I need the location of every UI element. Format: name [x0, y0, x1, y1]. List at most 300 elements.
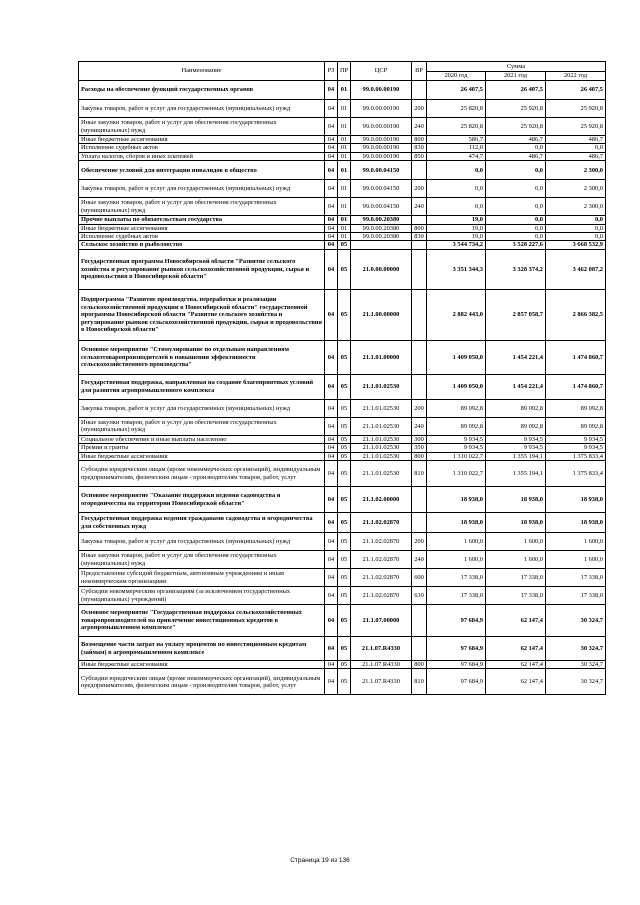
row-2022: 2 866 382,5 — [546, 289, 606, 340]
row-rz: 04 — [325, 435, 338, 443]
row-rz: 04 — [325, 180, 338, 198]
row-rz: 04 — [325, 144, 338, 152]
row-2022: 1 600,0 — [546, 533, 606, 551]
table-row — [79, 144, 606, 152]
table-row — [79, 487, 606, 513]
row-name: Иные бюджетные ассигнования — [79, 661, 325, 669]
header-year-3: 2022 год — [546, 72, 606, 81]
row-pr: 05 — [338, 637, 351, 661]
row-rz: 04 — [325, 452, 338, 460]
row-name: Уплата налогов, сборов и иных платежей — [79, 152, 325, 160]
row-pr: 01 — [338, 161, 351, 180]
row-pr: 01 — [338, 233, 351, 241]
row-vr — [412, 340, 427, 374]
row-rz: 04 — [325, 118, 338, 136]
row-name: Иные закупки товаров, работ и услуг для обеспечения государственных (муниципальных) нужд — [79, 198, 325, 216]
row-pr: 05 — [338, 661, 351, 669]
table-row — [79, 289, 606, 340]
header-year-1: 2020 год — [427, 72, 486, 81]
row-2020: 1 600,0 — [427, 533, 486, 551]
row-rz: 04 — [325, 136, 338, 144]
row-2021: 1 600,0 — [486, 551, 546, 569]
row-2022: 2 300,0 — [546, 180, 606, 198]
table-row — [79, 81, 606, 100]
row-vr: 200 — [412, 399, 427, 417]
row-rz: 04 — [325, 198, 338, 216]
row-csr: 21.1.01.02530 — [351, 444, 412, 452]
row-csr: 21.1.02.02870 — [351, 533, 412, 551]
row-vr — [412, 216, 427, 224]
row-pr: 01 — [338, 118, 351, 136]
row-2021: 17 338,0 — [486, 587, 546, 605]
row-2022: 30 324,7 — [546, 605, 606, 637]
row-pr: 01 — [338, 180, 351, 198]
row-vr — [412, 605, 427, 637]
row-2021: 25 920,8 — [486, 118, 546, 136]
row-csr: 99.0.00.00190 — [351, 81, 412, 100]
row-2022: 486,7 — [546, 152, 606, 160]
row-pr: 05 — [338, 435, 351, 443]
row-2020: 89 092,8 — [427, 417, 486, 435]
row-2020: 1 409 050,0 — [427, 374, 486, 399]
row-rz: 04 — [325, 249, 338, 289]
row-csr — [351, 241, 412, 249]
row-vr: 850 — [412, 152, 427, 160]
row-2022: 9 934,5 — [546, 435, 606, 443]
row-pr: 05 — [338, 533, 351, 551]
row-2021: 0,0 — [486, 161, 546, 180]
table-row — [79, 233, 606, 241]
row-2022: 26 407,5 — [546, 81, 606, 100]
row-2021: 0,0 — [486, 180, 546, 198]
row-2022: 0,0 — [546, 216, 606, 224]
row-2022: 1 375 833,4 — [546, 461, 606, 487]
table-row — [79, 152, 606, 160]
row-rz: 04 — [325, 487, 338, 513]
row-name: Основное мероприятие "Стимулирование по отдельным направлениям сельхозтоваропроизводителей в повышении эффективности сельскохозяйственного производства" — [79, 340, 325, 374]
row-csr: 21.1.07.R4330 — [351, 637, 412, 661]
header-rz: РЗ — [325, 62, 338, 81]
row-name: Закупка товаров, работ и услуг для государственных (муниципальных) нужд — [79, 180, 325, 198]
row-2022: 3 462 087,2 — [546, 249, 606, 289]
row-2022: 89 092,8 — [546, 417, 606, 435]
row-csr: 21.1.02.00000 — [351, 487, 412, 513]
row-2020: 9 934,5 — [427, 435, 486, 443]
row-vr: 350 — [412, 444, 427, 452]
row-csr: 99.0.00.00190 — [351, 136, 412, 144]
table-row — [79, 444, 606, 452]
row-2021: 18 938,0 — [486, 513, 546, 533]
table-row — [79, 661, 606, 669]
row-csr: 21.1.02.02870 — [351, 513, 412, 533]
table-row — [79, 100, 606, 118]
row-name: Сельское хозяйство и рыболовство — [79, 241, 325, 249]
row-2022: 3 668 532,9 — [546, 241, 606, 249]
row-vr — [412, 637, 427, 661]
table-row — [79, 180, 606, 198]
row-pr: 05 — [338, 289, 351, 340]
row-vr: 200 — [412, 180, 427, 198]
row-2021: 0,0 — [486, 216, 546, 224]
row-csr: 99.0.00.04150 — [351, 198, 412, 216]
row-2020: 112,0 — [427, 144, 486, 152]
row-rz: 04 — [325, 161, 338, 180]
row-2021: 486,7 — [486, 152, 546, 160]
row-rz: 04 — [325, 100, 338, 118]
table-row — [79, 417, 606, 435]
row-csr: 21.1.01.02530 — [351, 452, 412, 460]
row-vr: 600 — [412, 569, 427, 587]
row-rz: 04 — [325, 669, 338, 695]
row-rz: 04 — [325, 340, 338, 374]
row-2022: 0,0 — [546, 233, 606, 241]
row-csr: 99.0.00.00190 — [351, 100, 412, 118]
row-name: Иные закупки товаров, работ и услуг для обеспечения государственных (муниципальных) нужд — [79, 118, 325, 136]
row-vr: 240 — [412, 198, 427, 216]
row-name: Государственная программа Новосибирской области "Развитие сельского хозяйства и регулирование рынков сельскохозяйственной продукции, сырья и продовольствия в Новосибирской области" — [79, 249, 325, 289]
row-rz: 04 — [325, 587, 338, 605]
row-name: Социальное обеспечение и иные выплаты населению — [79, 435, 325, 443]
table-row — [79, 224, 606, 232]
row-2021: 9 934,5 — [486, 435, 546, 443]
row-pr: 05 — [338, 605, 351, 637]
header-csr: ЦСР — [351, 62, 412, 81]
row-2020: 17 338,0 — [427, 587, 486, 605]
table-row — [79, 136, 606, 144]
row-2022: 30 324,7 — [546, 669, 606, 695]
row-2021: 9 934,5 — [486, 444, 546, 452]
row-csr: 21.1.07.00000 — [351, 605, 412, 637]
row-2022: 1 474 860,7 — [546, 374, 606, 399]
row-vr: 800 — [412, 661, 427, 669]
row-rz: 04 — [325, 605, 338, 637]
row-vr: 810 — [412, 669, 427, 695]
row-2022: 25 920,8 — [546, 118, 606, 136]
row-name: Закупка товаров, работ и услуг для государственных (муниципальных) нужд — [79, 399, 325, 417]
row-2022: 2 300,0 — [546, 198, 606, 216]
row-vr: 300 — [412, 435, 427, 443]
row-2021: 89 092,8 — [486, 417, 546, 435]
row-name: Предоставление субсидий бюджетным, автономным учреждениям и иным некоммерческим организациям — [79, 569, 325, 587]
row-2021: 3 328 374,2 — [486, 249, 546, 289]
row-pr: 05 — [338, 340, 351, 374]
table-row — [79, 249, 606, 289]
table-row — [79, 587, 606, 605]
row-csr: 21.1.01.02530 — [351, 374, 412, 399]
row-2021: 486,7 — [486, 136, 546, 144]
page-footer: Страница 19 из 136 — [290, 857, 350, 864]
row-name: Иные закупки товаров, работ и услуг для обеспечения государственных (муниципальных) нужд — [79, 417, 325, 435]
row-vr — [412, 289, 427, 340]
row-2020: 3 351 344,3 — [427, 249, 486, 289]
row-2021: 62 147,4 — [486, 669, 546, 695]
row-csr: 21.1.01.02530 — [351, 435, 412, 443]
row-csr: 21.1.07.R4330 — [351, 661, 412, 669]
row-vr: 240 — [412, 417, 427, 435]
row-rz: 04 — [325, 81, 338, 100]
header-name: Наименование — [79, 62, 325, 81]
row-2020: 19,0 — [427, 224, 486, 232]
row-2022: 25 920,8 — [546, 100, 606, 118]
row-2020: 19,0 — [427, 233, 486, 241]
row-pr: 05 — [338, 461, 351, 487]
row-vr: 240 — [412, 551, 427, 569]
row-2021: 1 355 194,1 — [486, 461, 546, 487]
row-csr: 99.0.00.04150 — [351, 180, 412, 198]
row-name: Иные закупки товаров, работ и услуг для обеспечения государственных (муниципальных) нужд — [79, 551, 325, 569]
row-rz: 04 — [325, 513, 338, 533]
row-2020: 97 684,9 — [427, 661, 486, 669]
row-pr: 05 — [338, 551, 351, 569]
row-name: Иные бюджетные ассигнования — [79, 136, 325, 144]
row-2021: 62 147,4 — [486, 661, 546, 669]
row-name: Иные бюджетные ассигнования — [79, 452, 325, 460]
row-name: Подпрограмма "Развитие производства, переработки и реализации сельскохозяйственной продукции в Новосибирской области" государственной программы Новосибирской области "Развитие сельского хозяйства и регулирование рынков сельскохозяйственной продукции, сырья и продовольствия в Новосибирской области" — [79, 289, 325, 340]
table-row — [79, 340, 606, 374]
table-row — [79, 374, 606, 399]
row-2020: 9 934,5 — [427, 444, 486, 452]
table-row — [79, 118, 606, 136]
row-vr — [412, 81, 427, 100]
row-rz: 04 — [325, 637, 338, 661]
row-2022: 9 934,5 — [546, 444, 606, 452]
row-vr — [412, 374, 427, 399]
row-csr: 21.1.02.02870 — [351, 551, 412, 569]
row-csr: 99.0.00.20380 — [351, 216, 412, 224]
row-name: Основное мероприятие "Оказание поддержки ведения садоводства и огородничества на территории Новосибирской области" — [79, 487, 325, 513]
row-vr — [412, 513, 427, 533]
row-2021: 2 857 058,7 — [486, 289, 546, 340]
row-rz: 04 — [325, 233, 338, 241]
row-pr: 01 — [338, 100, 351, 118]
row-2020: 89 092,8 — [427, 399, 486, 417]
table-row — [79, 399, 606, 417]
row-2020: 0,0 — [427, 161, 486, 180]
row-vr: 800 — [412, 224, 427, 232]
row-2021: 0,0 — [486, 198, 546, 216]
row-2022: 30 324,7 — [546, 637, 606, 661]
row-pr: 05 — [338, 587, 351, 605]
row-csr: 21.0.00.00000 — [351, 249, 412, 289]
row-vr: 200 — [412, 533, 427, 551]
row-2020: 18 938,0 — [427, 487, 486, 513]
row-2022: 1 375 833,4 — [546, 452, 606, 460]
row-name: Возмещение части затрат на уплату процентов по инвестиционным кредитам (займам) в агропромышленном комплексе — [79, 637, 325, 661]
row-2022: 0,0 — [546, 224, 606, 232]
row-csr: 21.1.01.02530 — [351, 399, 412, 417]
table-body — [79, 81, 606, 695]
row-rz: 04 — [325, 399, 338, 417]
row-csr: 21.1.07.R4330 — [351, 669, 412, 695]
table-row — [79, 669, 606, 695]
row-2021: 1 454 221,4 — [486, 374, 546, 399]
table-row — [79, 241, 606, 249]
row-name: Закупка товаров, работ и услуг для государственных (муниципальных) нужд — [79, 100, 325, 118]
table-row — [79, 435, 606, 443]
header-year-2: 2021 год — [486, 72, 546, 81]
row-2021: 0,0 — [486, 233, 546, 241]
row-2022: 1 600,0 — [546, 551, 606, 569]
row-2021: 62 147,4 — [486, 605, 546, 637]
row-vr: 630 — [412, 587, 427, 605]
row-pr: 05 — [338, 487, 351, 513]
row-2021: 62 147,4 — [486, 637, 546, 661]
row-pr: 05 — [338, 249, 351, 289]
row-csr: 21.1.01.02530 — [351, 417, 412, 435]
row-vr: 200 — [412, 100, 427, 118]
row-csr: 21.1.01.02530 — [351, 461, 412, 487]
row-2020: 0,0 — [427, 198, 486, 216]
row-2022: 17 338,0 — [546, 587, 606, 605]
table-row — [79, 551, 606, 569]
row-2020: 25 820,8 — [427, 118, 486, 136]
row-2021: 25 920,8 — [486, 100, 546, 118]
row-rz: 04 — [325, 374, 338, 399]
row-vr — [412, 249, 427, 289]
row-name: Исполнение судебных актов — [79, 144, 325, 152]
row-2021: 18 938,0 — [486, 487, 546, 513]
table-row — [79, 569, 606, 587]
row-rz: 04 — [325, 216, 338, 224]
row-vr: 800 — [412, 452, 427, 460]
row-2020: 0,0 — [427, 180, 486, 198]
row-pr: 01 — [338, 136, 351, 144]
row-2020: 3 544 734,2 — [427, 241, 486, 249]
row-rz: 04 — [325, 569, 338, 587]
row-vr: 240 — [412, 118, 427, 136]
row-2022: 17 338,0 — [546, 569, 606, 587]
row-2021: 26 407,5 — [486, 81, 546, 100]
row-2022: 2 300,0 — [546, 161, 606, 180]
row-csr: 21.1.01.00000 — [351, 340, 412, 374]
row-pr: 01 — [338, 224, 351, 232]
row-2020: 26 407,5 — [427, 81, 486, 100]
row-rz: 04 — [325, 417, 338, 435]
row-name: Субсидии юридическим лицам (кроме некоммерческих организаций), индивидуальным предпринимателям, физическим лицам - производителям товаров, работ, услуг — [79, 669, 325, 695]
header-vr: ВР — [412, 62, 427, 81]
row-csr: 21.1.00.00000 — [351, 289, 412, 340]
row-rz: 04 — [325, 551, 338, 569]
table-row — [79, 161, 606, 180]
header-pr: ПР — [338, 62, 351, 81]
table-row — [79, 513, 606, 533]
row-rz: 04 — [325, 661, 338, 669]
row-rz: 04 — [325, 289, 338, 340]
row-2022: 18 938,0 — [546, 513, 606, 533]
row-pr: 05 — [338, 569, 351, 587]
table-row — [79, 533, 606, 551]
table-row — [79, 216, 606, 224]
table-row — [79, 637, 606, 661]
row-2020: 97 684,9 — [427, 637, 486, 661]
row-2021: 1 454 221,4 — [486, 340, 546, 374]
row-name: Основное мероприятие "Государственная поддержка сельскохозяйственных товаропроизводителей на привлечение инвестиционных кредитов в агропромышленном комплексе" — [79, 605, 325, 637]
row-csr: 99.0.00.04150 — [351, 161, 412, 180]
row-2022: 30 324,7 — [546, 661, 606, 669]
row-2021: 89 092,8 — [486, 399, 546, 417]
row-2022: 1 474 860,7 — [546, 340, 606, 374]
row-2021: 1 355 194,1 — [486, 452, 546, 460]
row-vr — [412, 241, 427, 249]
row-pr: 05 — [338, 444, 351, 452]
row-rz: 04 — [325, 241, 338, 249]
row-pr: 05 — [338, 513, 351, 533]
row-2020: 25 820,8 — [427, 100, 486, 118]
row-csr: 21.1.02.02870 — [351, 569, 412, 587]
row-name: Обеспечение условий для интеграции инвалидов в общество — [79, 161, 325, 180]
row-pr: 05 — [338, 241, 351, 249]
row-2021: 0,0 — [486, 224, 546, 232]
row-vr — [412, 161, 427, 180]
row-rz: 04 — [325, 533, 338, 551]
row-pr: 05 — [338, 417, 351, 435]
table-row — [79, 461, 606, 487]
row-csr: 99.0.00.00190 — [351, 152, 412, 160]
row-2020: 97 684,9 — [427, 605, 486, 637]
row-pr: 01 — [338, 198, 351, 216]
row-2020: 97 684,9 — [427, 669, 486, 695]
row-csr: 99.0.00.20380 — [351, 224, 412, 232]
row-2021: 1 600,0 — [486, 533, 546, 551]
row-name: Государственная поддержка, направленная на создание благоприятных условий для развития агропромышленного комплекса — [79, 374, 325, 399]
row-name: Прочие выплаты по обязательствам государства — [79, 216, 325, 224]
table-row — [79, 198, 606, 216]
header-sum: Сумма — [427, 62, 606, 72]
table-row — [79, 605, 606, 637]
row-2022: 18 938,0 — [546, 487, 606, 513]
row-pr: 01 — [338, 216, 351, 224]
row-vr: 810 — [412, 461, 427, 487]
row-2020: 19,0 — [427, 216, 486, 224]
row-rz: 04 — [325, 444, 338, 452]
row-csr: 99.0.00.00190 — [351, 144, 412, 152]
row-vr: 830 — [412, 233, 427, 241]
row-rz: 04 — [325, 152, 338, 160]
row-pr: 05 — [338, 452, 351, 460]
row-2022: 0,0 — [546, 144, 606, 152]
row-2020: 2 882 443,0 — [427, 289, 486, 340]
row-name: Иные бюджетные ассигнования — [79, 224, 325, 232]
row-rz: 04 — [325, 461, 338, 487]
row-name: Субсидии некоммерческим организациям (за исключением государственных (муниципальных) учреждений) — [79, 587, 325, 605]
row-2020: 1 600,0 — [427, 551, 486, 569]
row-csr: 99.0.00.20380 — [351, 233, 412, 241]
row-2020: 586,7 — [427, 136, 486, 144]
table-row — [79, 452, 606, 460]
row-pr: 01 — [338, 81, 351, 100]
row-2020: 1 310 022,7 — [427, 461, 486, 487]
row-2021: 0,0 — [486, 144, 546, 152]
budget-table — [78, 61, 606, 695]
row-vr: 830 — [412, 144, 427, 152]
row-name: Субсидии юридическим лицам (кроме некоммерческих организаций), индивидуальным предпринимателям, физическим лицам - производителям товаров, работ, услуг — [79, 461, 325, 487]
row-pr: 05 — [338, 374, 351, 399]
row-pr: 05 — [338, 399, 351, 417]
row-2020: 1 409 050,0 — [427, 340, 486, 374]
row-pr: 05 — [338, 669, 351, 695]
row-pr: 01 — [338, 144, 351, 152]
row-csr: 99.0.00.00190 — [351, 118, 412, 136]
row-csr: 21.1.02.02870 — [351, 587, 412, 605]
row-2021: 17 338,0 — [486, 569, 546, 587]
row-2021: 3 528 227,6 — [486, 241, 546, 249]
row-name: Государственная поддержка ведения гражданами садоводства и огородничества для собственных нужд — [79, 513, 325, 533]
row-rz: 04 — [325, 224, 338, 232]
row-2020: 474,7 — [427, 152, 486, 160]
row-name: Расходы на обеспечение функций государственных органов — [79, 81, 325, 100]
row-pr: 01 — [338, 152, 351, 160]
row-2020: 18 938,0 — [427, 513, 486, 533]
